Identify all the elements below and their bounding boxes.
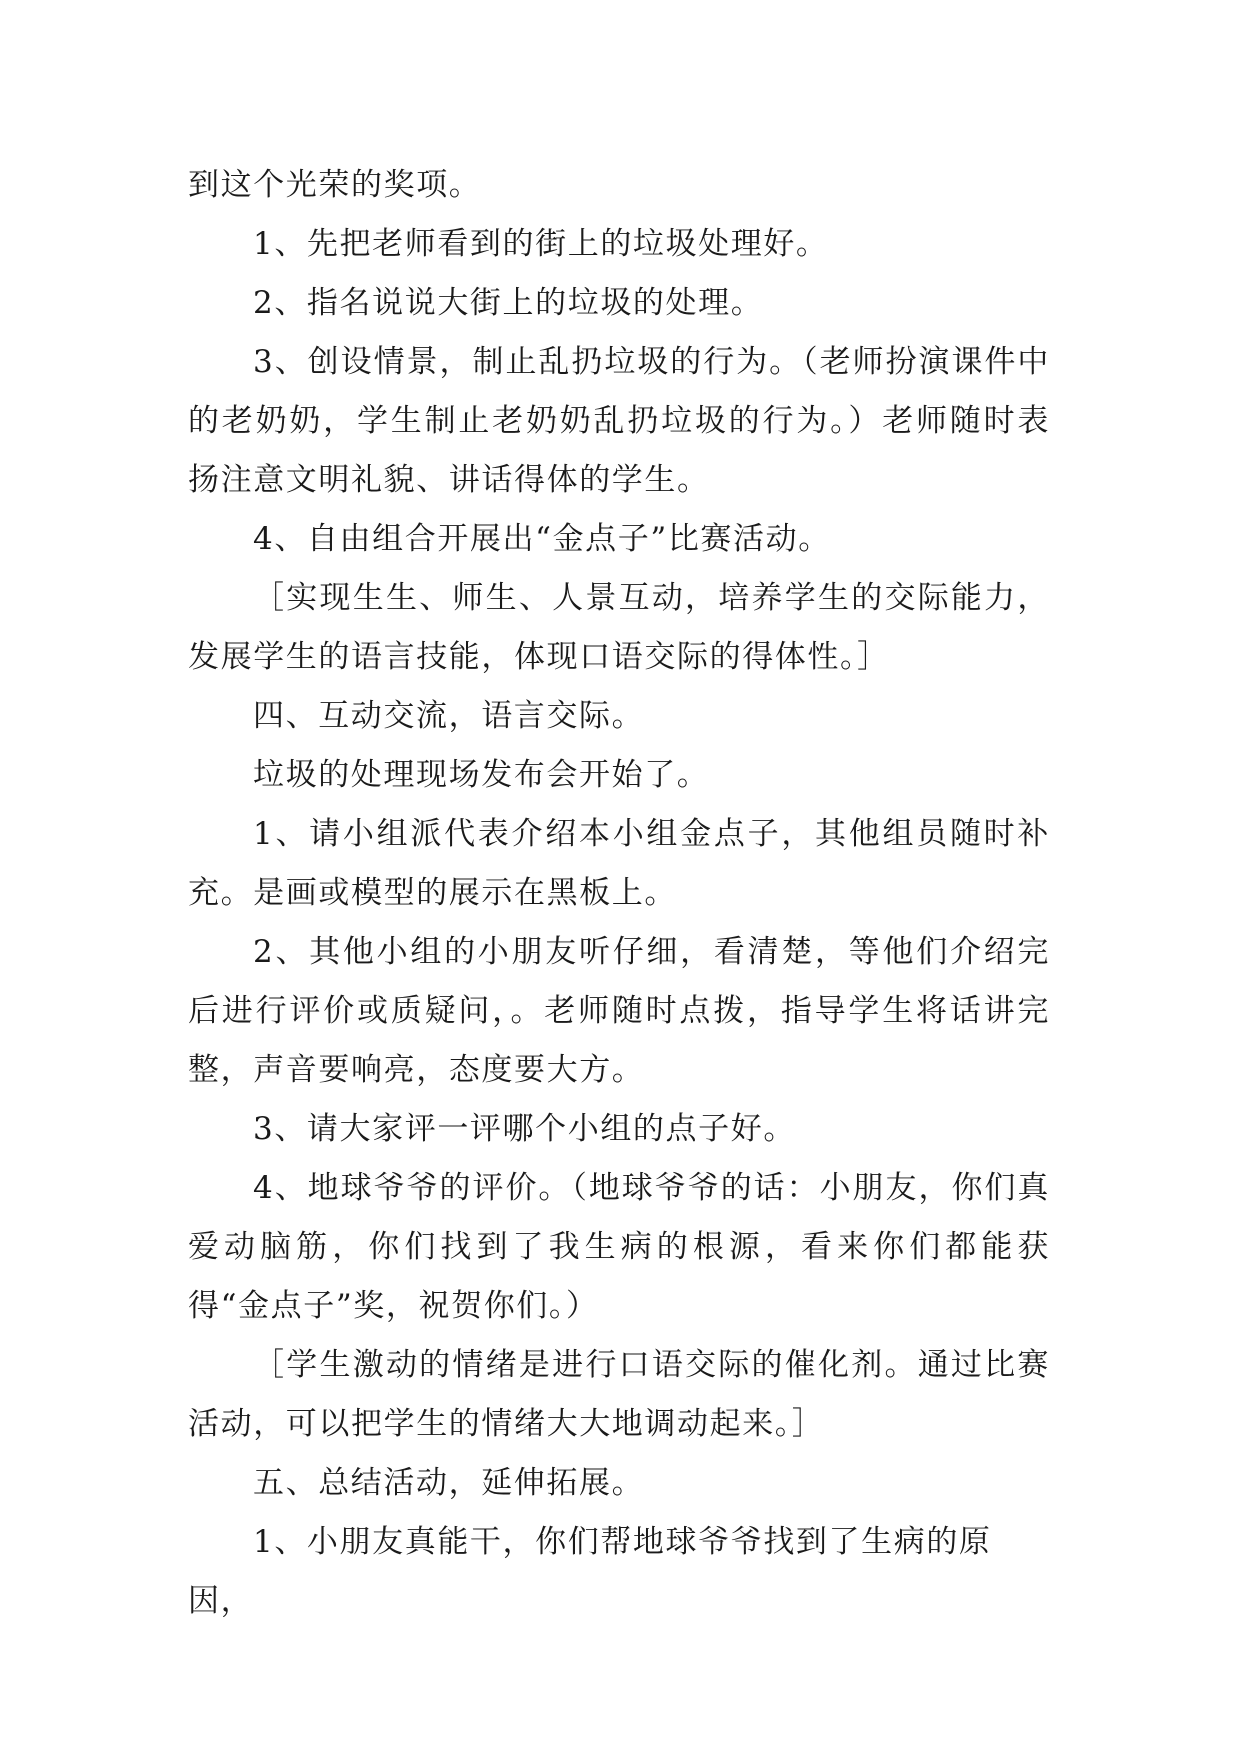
paragraph-commentary-2: ［学生激动的情绪是进行口语交际的催化剂。通过比赛活动，可以把学生的情绪大大地调动起来。］ [188,1347,1050,1442]
paragraph-step-1: 1、先把老师看到的街上的垃圾处理好。 [253,226,829,262]
paragraph-step-1c: 1、小朋友真能干，你们帮地球爷爷找到了生病的原因， [188,1524,992,1619]
paragraph-step-2b: 2、其他小组的小朋友听仔细，看清楚，等他们介绍完后进行评价或质疑问，。老师随时点拨，指导学生将话讲完整，声音要响亮，态度要大方。 [188,934,1050,1088]
section-heading-4: 四、互动交流，语言交际。 [253,698,645,734]
document-page [188,156,1050,1631]
paragraph-continuation: 到这个光荣的奖项。 [188,167,482,203]
paragraph-step-4b: 4、地球爷爷的评价。（地球爷爷的话：小朋友，你们真爱动脑筋，你们找到了我生病的根源，看来你们都能获得“金点子”奖，祝贺你们。） [188,1170,1050,1324]
paragraph-step-3b: 3、请大家评一评哪个小组的点子好。 [253,1111,796,1147]
paragraph-step-3: 3、创设情景，制止乱扔垃圾的行为。（老师扮演课件中的老奶奶，学生制止老奶奶乱扔垃圾的行为。）老师随时表扬注意文明礼貌、讲话得体的学生。 [188,344,1050,498]
paragraph-step-2: 2、指名说说大街上的垃圾的处理。 [253,285,764,321]
paragraph-commentary-1: ［实现生生、师生、人景互动，培养学生的交际能力，发展学生的语言技能，体现口语交际的得体性。］ [188,580,1050,675]
section-heading-5: 五、总结活动，延伸拓展。 [253,1465,645,1501]
paragraph-step-4: 4、自由组合开展出“金点子”比赛活动。 [253,521,831,557]
paragraph-step-1b: 1、请小组派代表介绍本小组金点子，其他组员随时补充。是画或模型的展示在黑板上。 [188,816,1050,911]
paragraph-intro: 垃圾的处理现场发布会开始了。 [253,757,710,793]
